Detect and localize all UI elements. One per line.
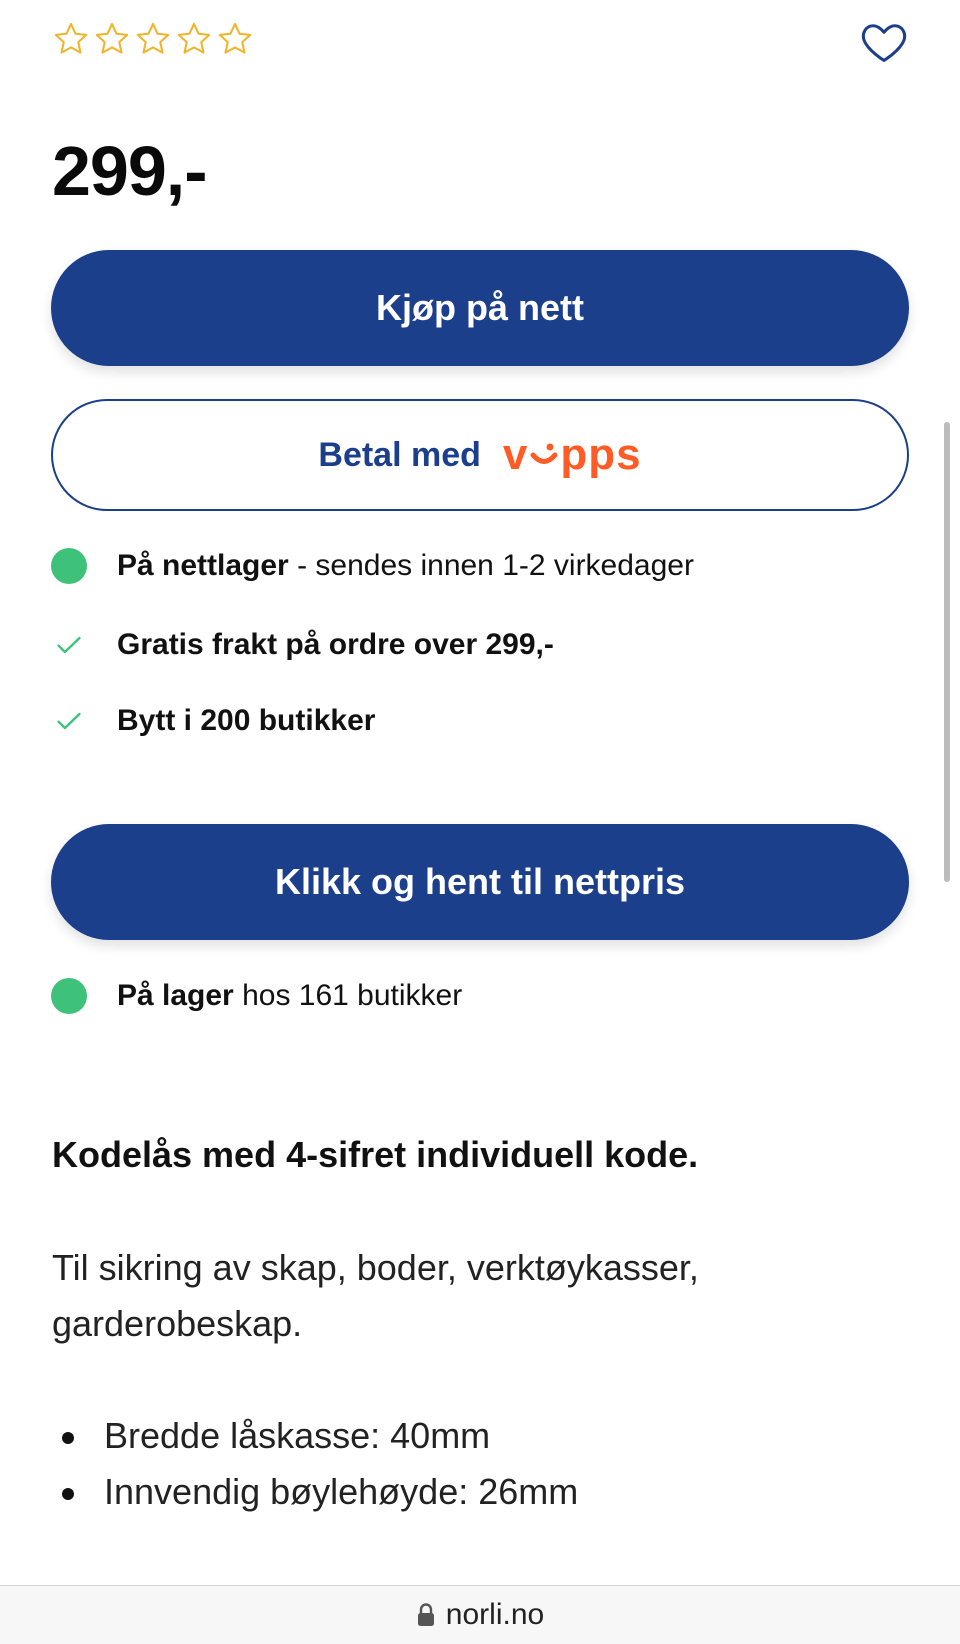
star-rating[interactable]: [52, 20, 254, 58]
favorite-button[interactable]: [858, 16, 910, 68]
list-item: Bredde låskasse: 40mm: [52, 1408, 578, 1464]
star-icon: [216, 20, 254, 58]
store-stock-text: På lager hos 161 butikker: [117, 979, 463, 1012]
vipps-button[interactable]: [51, 399, 909, 511]
check-icon: [51, 703, 87, 739]
in-stock-dot: [51, 548, 87, 584]
description-title: Kodelås med 4-sifret individuell kode.: [52, 1134, 699, 1175]
online-stock-status: [51, 548, 694, 584]
vipps-button-label: Betal med: [318, 435, 481, 474]
store-stock-status[interactable]: [51, 978, 462, 1014]
list-item: Innvendig bøylehøyde: 26mm: [52, 1464, 578, 1520]
star-icon: [134, 20, 172, 58]
star-icon: [52, 20, 90, 58]
exchange-info: [51, 703, 375, 739]
in-stock-dot: [51, 978, 87, 1014]
check-icon: [51, 627, 87, 663]
scrollbar[interactable]: [944, 422, 950, 882]
browser-address-bar[interactable]: [0, 1585, 960, 1644]
free-shipping-info: [51, 627, 554, 663]
spec-list: [52, 1408, 578, 1520]
vipps-logo: v pps: [502, 430, 642, 479]
description-text: Til sikring av skap, boder, verktøykasser, garderobeskap.: [52, 1247, 699, 1344]
product-price: 299,-: [52, 132, 207, 210]
url-text: norli.no: [445, 1598, 545, 1631]
vipps-smile-icon: [529, 440, 559, 470]
buy-online-button[interactable]: Kjøp på nett: [51, 250, 909, 366]
lock-icon: [416, 1602, 436, 1628]
click-and-collect-button[interactable]: Klikk og hent til nettpris: [51, 824, 909, 940]
star-icon: [93, 20, 131, 58]
online-stock-text: På nettlager - sendes innen 1-2 virkedager: [117, 549, 694, 582]
free-shipping-text: Gratis frakt på ordre over 299,-: [117, 628, 554, 661]
star-icon: [175, 20, 213, 58]
heart-icon: [858, 16, 910, 68]
exchange-text: Bytt i 200 butikker: [117, 704, 376, 737]
